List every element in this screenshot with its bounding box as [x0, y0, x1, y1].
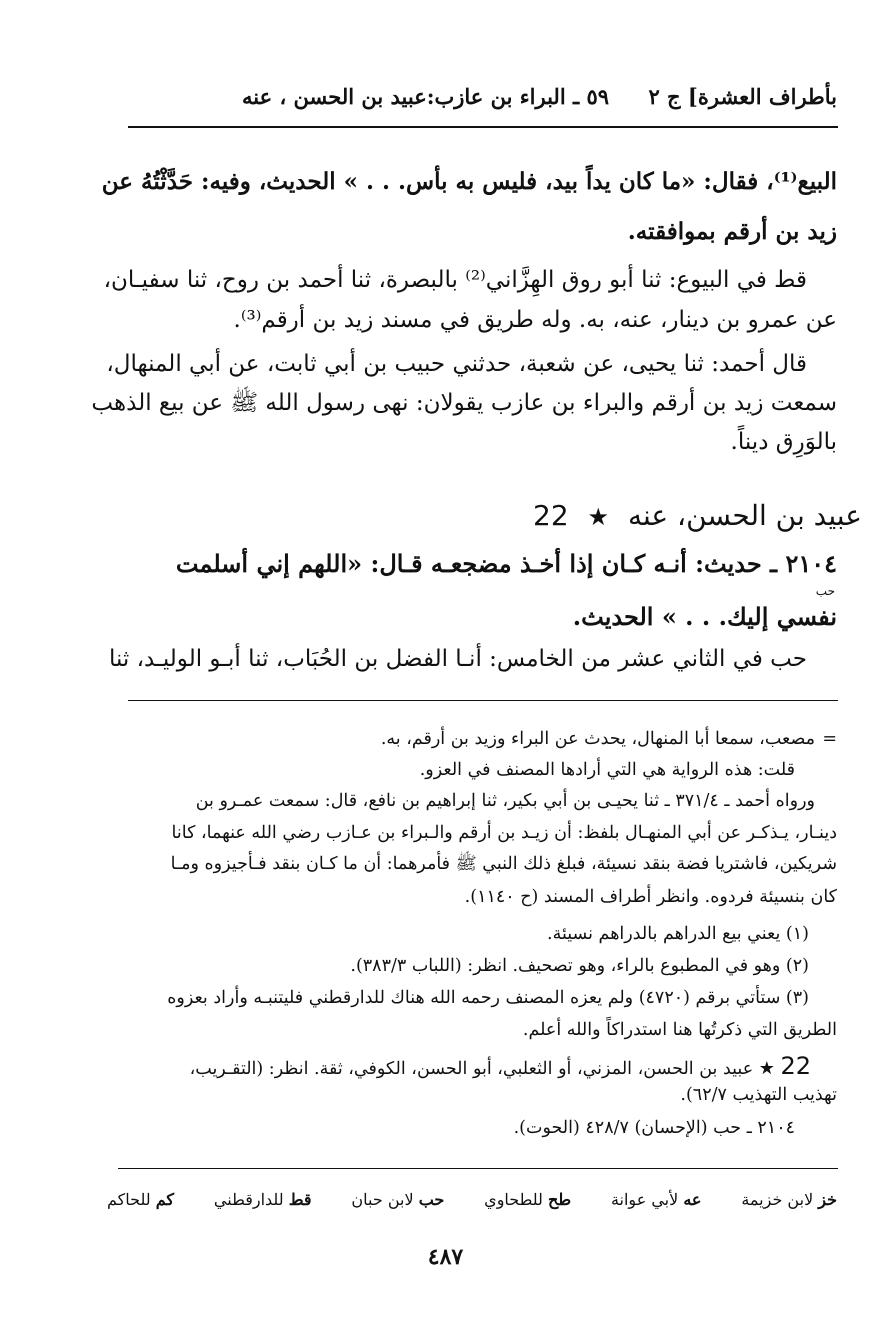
section-number: 22 [533, 499, 569, 532]
running-header-chapter: ٥٩ ـ البراء بن عازب:عبيد بن الحسن ، عنه [242, 84, 609, 109]
footnote-line: دينـار، يـذكـر عن أبي المنهـال بلفظ: أن زيـد بن أرقم والـبراء بن عـازب رضي الله عنهما، كانا [171, 823, 837, 843]
narrator-number: 22 [780, 1052, 811, 1080]
footnote-3: (٣) ستأتي برقم (٤٧٢٠) ولم يعزه المصنف رحمه الله هناك للدارقطني فليتنبـه وأراد بعزوه [167, 988, 809, 1008]
text-line: حب في الثاني عشر من الخامس: أنـا الفضل بن الحُبَاب، ثنا أبـو الوليـد، ثنا [108, 646, 807, 672]
footnote-line: ٢١٠٤ ـ حب (الإحسان) ٤٢٨/٧ (الحوت). [513, 1118, 795, 1138]
legend-item: كم للحاكم [107, 1190, 175, 1209]
footnote-line: تهذيب التهذيب ٦٢/٧). [680, 1085, 837, 1105]
legend-item: طح للطحاوي [484, 1190, 572, 1209]
hadith-line: نفسي إليك. . . » الحديث. [572, 602, 837, 631]
footnote-1: (١) يعني بيع الدراهم بالدراهم نسيئة. [547, 924, 809, 944]
legend-item: قط للدارقطني [213, 1190, 312, 1209]
continuation-mark: = [822, 729, 837, 749]
text-line: قط في البيوع: ثنا أبو روق الهِزَّاني⁽²⁾ بالبصرة، ثنا أحمد بن روح، ثنا سفيـان، [103, 267, 807, 293]
text-line: عن عمرو بن دينار، عنه، به. وله طريق في مسند زيد بن أرقم⁽³⁾. [233, 307, 837, 333]
page-number: ٤٨٧ [427, 1244, 464, 1270]
legend-item: حب لابن حبان [351, 1190, 445, 1209]
running-header-book: بأطراف العشرة] ج ٢ [648, 84, 837, 109]
text-line: البيع⁽¹⁾، فقال: «ما كان يداً بيد، فليس به بأس. . . » الحديث، وفيه: حَدَّثْتُهُ عن [101, 168, 837, 195]
footnote-narrator [190, 1054, 811, 1079]
footnote-line: قلت: هذه الرواية هي التي أرادها المصنف في العزو. [419, 760, 795, 780]
narrator-bio: عبيد بن الحسن، المزني، أو الثعلبي، أبو الحسن، الكوفي، ثقة. انظر: (التقـريب، [189, 1059, 754, 1079]
abbreviation-legend [107, 1190, 837, 1209]
footnote-line: ورواه أحمد ـ ٣٧١/٤ ـ ثنا يحيـى بن أبي بكير، ثنا إبراهيم بن نافع، قال: سمعت عمـرو بن [195, 791, 815, 811]
star-icon: ★ [758, 1058, 775, 1079]
legend-item: خز لابن خزيمة [741, 1190, 837, 1209]
footnote-line: كان بنسيئة فردوه. وانظر أطراف المسند (ح ١١٤٠). [464, 887, 837, 907]
section-title: عبيد بن الحسن، عنه [627, 499, 862, 532]
text-line: بالوَرِق ديناً. [730, 429, 837, 455]
hadith-source-mark: حب [815, 584, 835, 598]
footnote-rule [128, 700, 838, 701]
hadith-line: ٢١٠٤ ـ حديث: أنـه كـان إذا أخـذ مضجعـه قـال: «اللهم إني أسلمت [175, 549, 837, 578]
footnote-line: مصعب، سمعا أبا المنهال، يحدث عن البراء وزيد بن أرقم، به. [380, 729, 815, 749]
footnote-line: الطريق التي ذكرتُها هنا استدراكاً والله أعلم. [522, 1020, 837, 1040]
legend-item: عه لأبي عوانة [610, 1190, 702, 1209]
footnote-2: (٢) وهو في المطبوع بالراء، وهو تصحيف. انظر: (اللباب ٣٨٣/٣). [350, 956, 809, 976]
text-line: سمعت زيد بن أرقم والبراء بن عازب يقولان: نهى رسول الله ﷺ عن بيع الذهب [91, 390, 837, 416]
text-line: قال أحمد: ثنا يحيى، عن شعبة، حدثني حبيب بن أبي ثابت، عن أبي المنهال، [106, 351, 807, 377]
section-heading [533, 499, 862, 532]
star-icon: ★ [587, 503, 610, 531]
legend-rule [118, 1168, 838, 1169]
header-rule [128, 126, 838, 128]
footnote-line: شريكين، فاشتريا فضة بنقد نسيئة، فبلغ ذلك النبي ﷺ فأمرهما: أن ما كـان بنقد فـأجيزوه ومـا [170, 854, 837, 874]
text-line: زيد بن أرقم بموافقته. [627, 218, 837, 245]
